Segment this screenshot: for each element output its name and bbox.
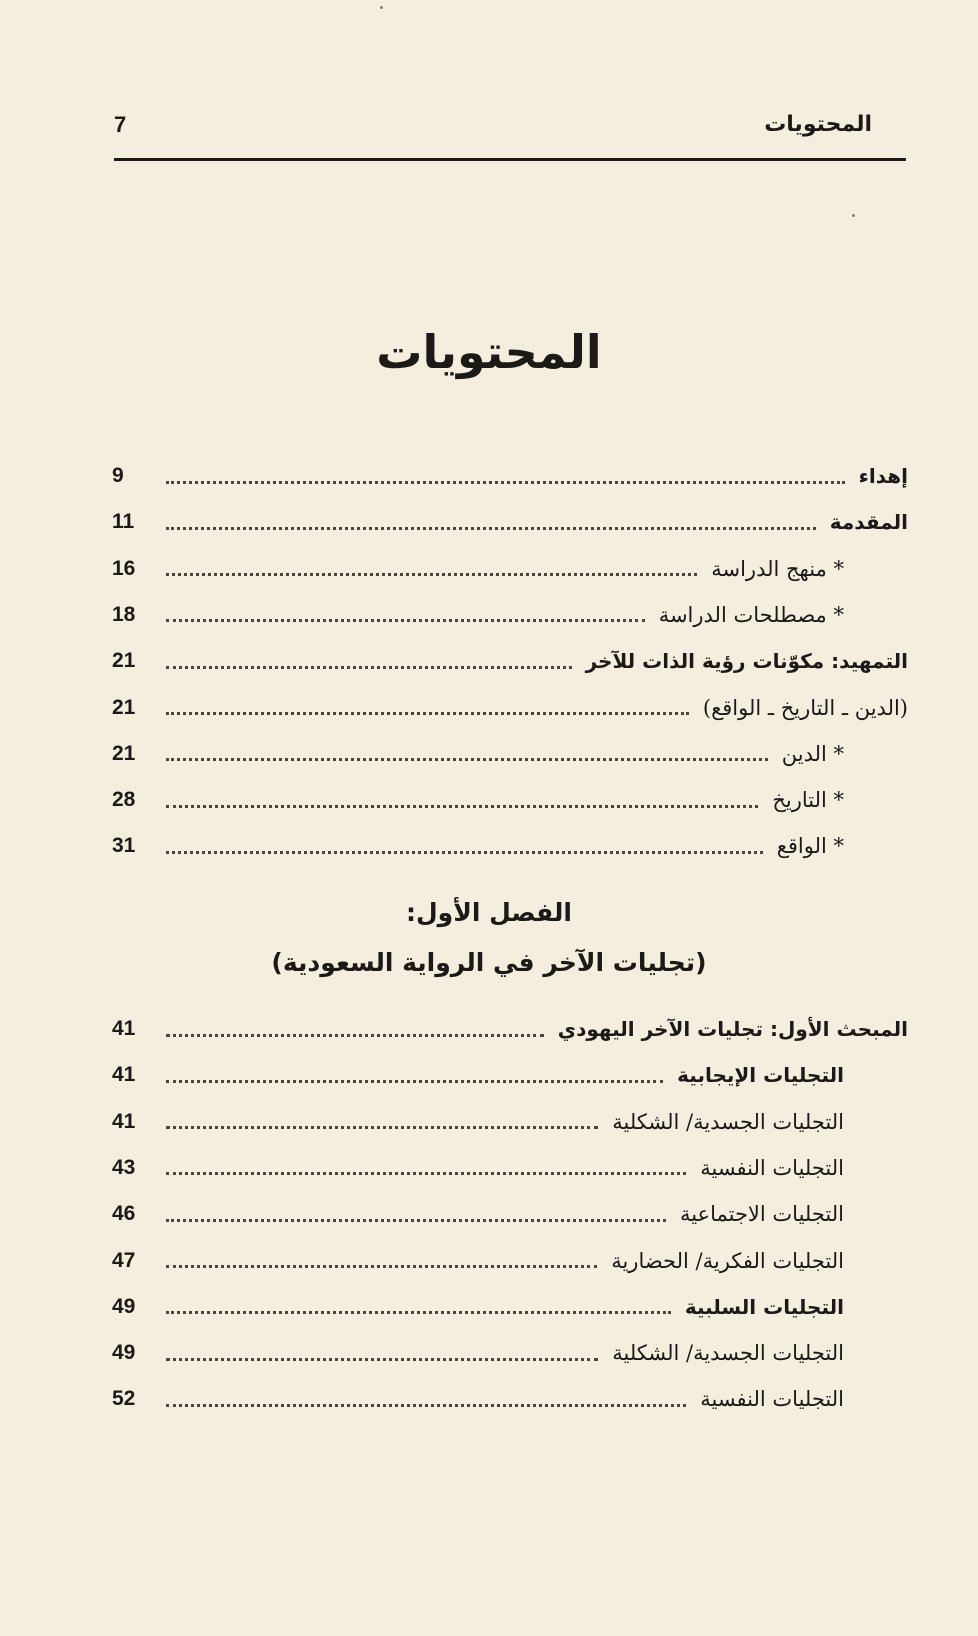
toc-entry-label: التجليات النفسية xyxy=(700,1387,844,1412)
toc-entry-page-number: 49 xyxy=(112,1341,136,1365)
toc-entry xyxy=(112,1057,908,1093)
toc-entry xyxy=(112,643,908,679)
toc-entry-page-number: 41 xyxy=(112,1017,136,1040)
toc-entry-page-number: 52 xyxy=(112,1387,136,1411)
toc-entry xyxy=(112,1011,908,1047)
dot-leader xyxy=(166,1311,671,1314)
running-header-title: المحتويات xyxy=(764,112,872,137)
toc-entry-label: التجليات السلبية xyxy=(684,1294,844,1319)
toc-entry-page-number: 18 xyxy=(112,602,136,626)
toc-entry xyxy=(112,1289,908,1325)
dot-leader xyxy=(166,1219,666,1222)
dot-leader xyxy=(166,1126,598,1129)
toc-entry xyxy=(112,1243,908,1279)
running-header-page-number: 7 xyxy=(114,112,127,137)
toc-entry-label: التجليات الجسدية/ الشكلية xyxy=(612,1109,844,1134)
toc-entry xyxy=(112,1150,908,1186)
page-title: المحتويات xyxy=(376,325,602,379)
dot-leader xyxy=(166,1265,597,1268)
toc-entry-page-number: 43 xyxy=(112,1155,136,1179)
toc-entry-page-number: 28 xyxy=(112,788,136,812)
toc-entry-page-number: 11 xyxy=(112,510,135,534)
toc-entry-page-number: 21 xyxy=(112,649,136,673)
toc-entry xyxy=(112,1104,908,1140)
toc-entry xyxy=(112,1335,908,1371)
toc-entry-label: * الدين xyxy=(781,741,844,766)
dot-leader xyxy=(166,1404,686,1407)
toc-entry xyxy=(112,1381,908,1417)
toc-entry-label: التجليات الجسدية/ الشكلية xyxy=(612,1341,844,1366)
dot-leader xyxy=(166,851,763,854)
toc-entry-label: (الدين ـ التاريخ ـ الواقع) xyxy=(702,695,908,720)
paper-speck xyxy=(380,6,383,9)
toc-entry xyxy=(112,782,908,818)
toc-entry-label: المبحث الأول: تجليات الآخر اليهودي xyxy=(557,1017,908,1041)
dot-leader xyxy=(166,1358,598,1361)
toc-entry-label: إهداء xyxy=(858,464,908,488)
dot-leader xyxy=(166,758,768,761)
chapter-heading: الفصل الأول: xyxy=(405,898,572,927)
toc-entry-page-number: 41 xyxy=(112,1063,136,1087)
toc-entry-page-number: 21 xyxy=(112,695,136,719)
toc-entry-page-number: 9 xyxy=(112,464,124,487)
toc-entry-label: * التاريخ xyxy=(772,788,844,813)
toc-entry-page-number: 49 xyxy=(112,1294,136,1318)
toc-entry-label: * منهج الدراسة xyxy=(711,556,844,581)
toc-entry-label: المقدمة xyxy=(829,510,908,535)
toc-entry xyxy=(112,828,908,864)
toc-entry-label: التجليات الفكرية/ الحضارية xyxy=(611,1248,844,1273)
dot-leader xyxy=(166,1034,544,1037)
toc-entry xyxy=(112,504,908,540)
toc-entry-page-number: 41 xyxy=(112,1109,136,1133)
chapter-subtitle: (تجليات الآخر في الرواية السعودية) xyxy=(271,948,707,977)
toc-entry xyxy=(112,551,908,587)
dot-leader xyxy=(166,1080,663,1083)
toc-entry xyxy=(112,1196,908,1232)
toc-entry-page-number: 31 xyxy=(112,834,136,858)
dot-leader xyxy=(166,805,758,808)
header-rule xyxy=(114,158,906,161)
toc-entry-page-number: 21 xyxy=(112,741,136,765)
dot-leader xyxy=(166,712,689,715)
dot-leader xyxy=(166,573,697,576)
paper-speck xyxy=(852,214,855,217)
toc-entry xyxy=(112,458,908,494)
dot-leader xyxy=(166,666,572,669)
toc-entry-page-number: 46 xyxy=(112,1202,136,1226)
dot-leader xyxy=(166,619,645,622)
toc-entry-label: * الواقع xyxy=(776,834,844,859)
toc-entry-page-number: 16 xyxy=(112,556,136,580)
toc-entry xyxy=(112,597,908,633)
toc-entry xyxy=(112,690,908,726)
dot-leader xyxy=(166,1172,686,1175)
toc-entry-label: التجليات النفسية xyxy=(700,1155,844,1180)
toc-entry-label: التمهيد: مكوّنات رؤية الذات للآخر xyxy=(585,649,908,674)
toc-entry-label: التجليات الاجتماعية xyxy=(679,1202,844,1227)
toc-entry-page-number: 47 xyxy=(112,1248,136,1272)
toc-entry xyxy=(112,736,908,772)
dot-leader xyxy=(166,481,845,484)
dot-leader xyxy=(166,527,816,530)
toc-entry-label: التجليات الإيجابية xyxy=(677,1063,844,1088)
toc-entry-label: * مصطلحات الدراسة xyxy=(658,602,844,627)
